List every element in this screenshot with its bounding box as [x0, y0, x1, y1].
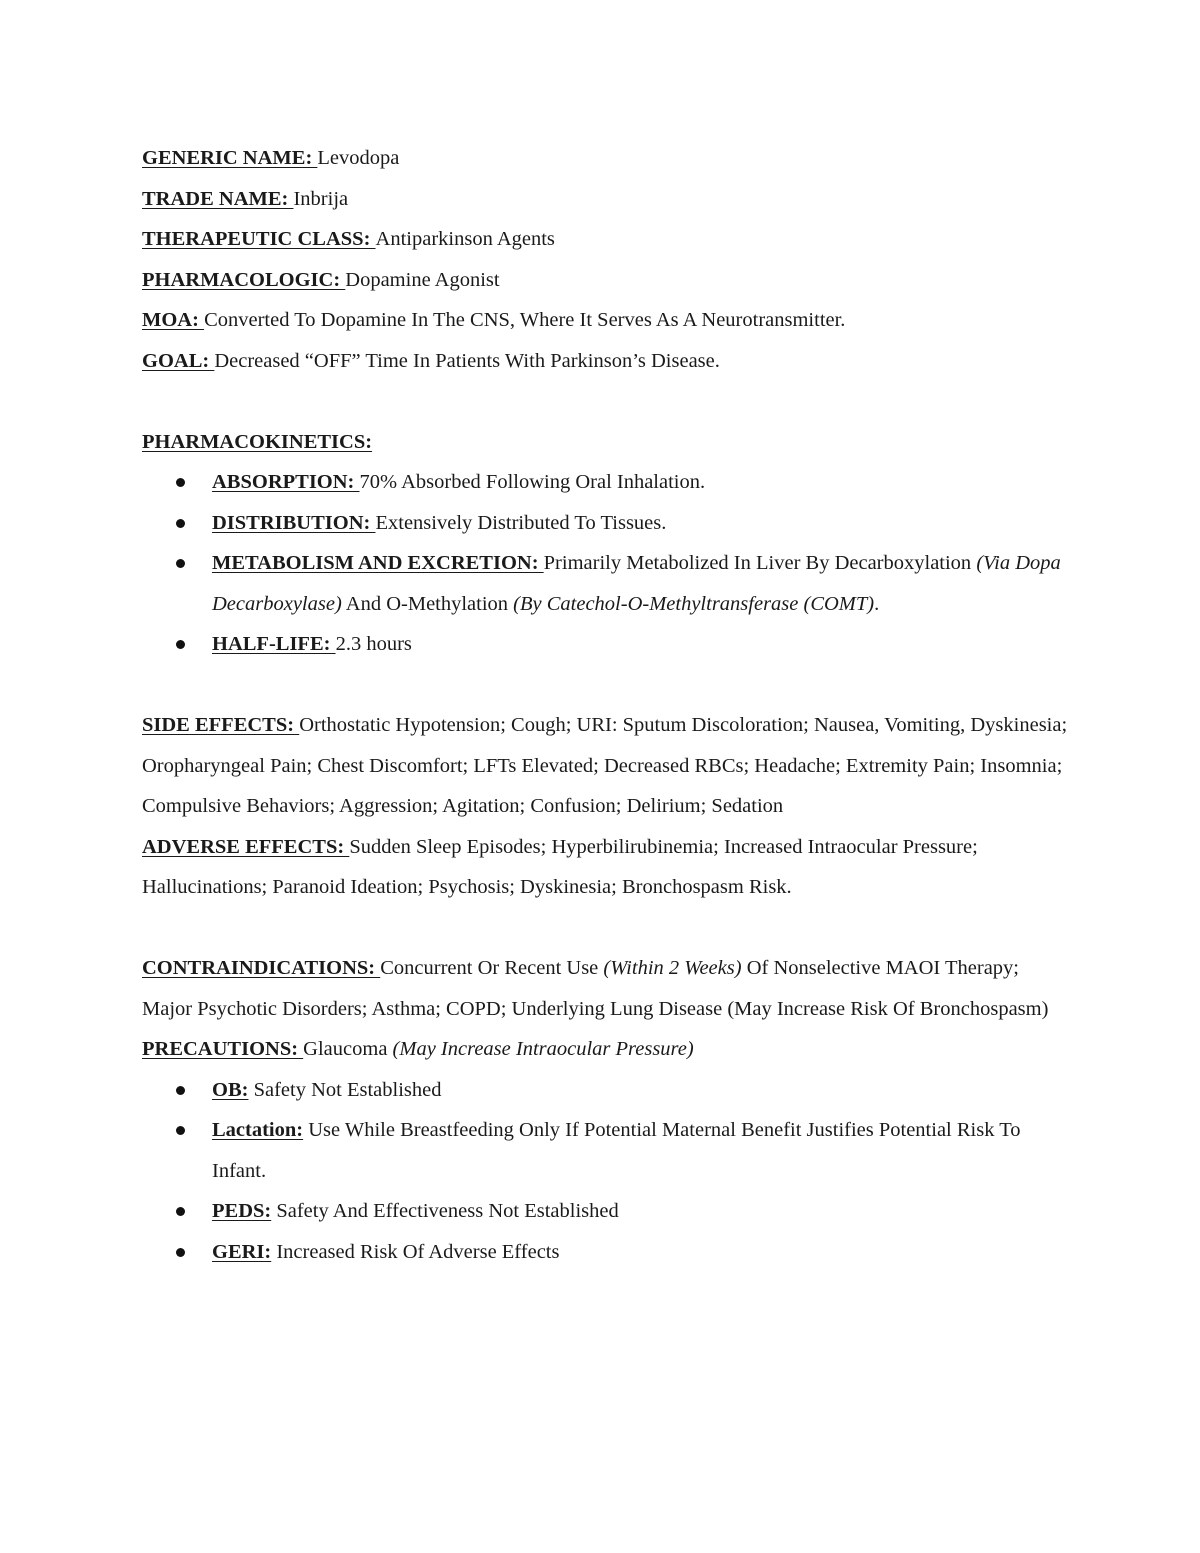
- adverse-effects-paragraph: [142, 827, 1072, 908]
- pharmacokinetics-heading: [142, 422, 1072, 463]
- metabolism-end: .: [874, 592, 880, 615]
- moa-line: [142, 300, 1072, 341]
- generic-name-label: GENERIC NAME:: [142, 147, 318, 169]
- bullet-icon: [176, 1086, 185, 1095]
- precautions-label: PRECAUTIONS:: [142, 1038, 304, 1060]
- list-item-lactation: [212, 1110, 1072, 1191]
- side-effects-value: Orthostatic Hypotension; Cough; URI: Sputum Discoloration; Nausea, Vomiting, Dyskinesia; Oropharyngeal Pain; Chest Discomfort; LFTs Elevated; Decreased RBCs; Headache; Extremity Pain; Insomnia; Compulsive Behaviors; Aggression; Agitation; Confusion; Delirium; Sedation: [142, 714, 1068, 817]
- metabolism-italic-2: (By Catechol-O-Methyltransferase (COMT): [513, 592, 875, 615]
- document-page: [142, 138, 1072, 1272]
- ob-label: OB:: [212, 1078, 249, 1101]
- lactation-value: Use While Breastfeeding Only If Potential Maternal Benefit Justifies Potential Risk To Infant.: [212, 1119, 1021, 1182]
- absorption-label: ABSORPTION:: [212, 471, 360, 493]
- trade-name-label: TRADE NAME:: [142, 187, 294, 210]
- adverse-effects-value: Sudden Sleep Episodes; Hyperbilirubinemia; Increased Intraocular Pressure; Hallucinations; Paranoid Ideation; Psychosis; Dyskinesia; Bronchospasm Risk.: [142, 835, 978, 898]
- side-effects-paragraph: [142, 705, 1072, 827]
- list-item-peds: [212, 1191, 1072, 1232]
- distribution-label: DISTRIBUTION:: [212, 511, 376, 534]
- pharmacologic-value: Dopamine Agonist: [345, 268, 500, 291]
- moa-label: MOA:: [142, 309, 205, 331]
- contraindications-label: CONTRAINDICATIONS:: [142, 957, 381, 979]
- precautions-italic: (May Increase Intraocular Pressure): [392, 1038, 694, 1060]
- bullet-icon: [176, 559, 185, 568]
- pharmacologic-label: PHARMACOLOGIC:: [142, 268, 346, 291]
- moa-value: Converted To Dopamine In The CNS, Where It Serves As A Neurotransmitter.: [204, 309, 846, 331]
- list-item-metabolism: [212, 543, 1072, 624]
- bullet-icon: [176, 1248, 185, 1257]
- bullet-icon: [176, 519, 185, 528]
- lactation-label: Lactation:: [212, 1119, 304, 1141]
- metabolism-value-2: And O-Methylation: [341, 592, 514, 615]
- goal-label: GOAL:: [142, 349, 215, 372]
- peds-value: Safety And Effectiveness Not Established: [271, 1200, 619, 1222]
- ob-value: Safety Not Established: [248, 1078, 442, 1101]
- half-life-value: 2.3 hours: [335, 633, 412, 655]
- metabolism-italic-1: (Via Dopa Decarboxylase): [212, 552, 1061, 615]
- contraindications-value-1: Concurrent Or Recent Use: [380, 957, 604, 979]
- precautions-list: [142, 1070, 1072, 1273]
- side-effects-label: SIDE EFFECTS:: [142, 714, 300, 736]
- therapeutic-class-label: THERAPEUTIC CLASS:: [142, 228, 376, 250]
- list-item-distribution: [212, 503, 1072, 544]
- contraindications-paragraph: [142, 948, 1072, 1029]
- geri-label: GERI:: [212, 1240, 272, 1263]
- trade-name-value: Inbrija: [293, 187, 349, 210]
- list-item-half-life: [212, 624, 1072, 665]
- absorption-value: 70% Absorbed Following Oral Inhalation.: [359, 471, 706, 493]
- distribution-value: Extensively Distributed To Tissues.: [375, 511, 667, 534]
- trade-name-line: [142, 179, 1072, 220]
- spacer: [142, 665, 1072, 706]
- list-item-geri: [212, 1232, 1072, 1273]
- therapeutic-class-line: [142, 219, 1072, 260]
- pharmacokinetics-list: [142, 462, 1072, 665]
- bullet-icon: [176, 1126, 185, 1135]
- list-item-ob: [212, 1070, 1072, 1111]
- bullet-icon: [176, 640, 185, 649]
- pharmacokinetics-label: PHARMACOKINETICS:: [142, 430, 373, 453]
- generic-name-line: [142, 138, 1072, 179]
- goal-line: [142, 341, 1072, 382]
- therapeutic-class-value: Antiparkinson Agents: [375, 228, 555, 250]
- adverse-effects-label: ADVERSE EFFECTS:: [142, 835, 350, 858]
- bullet-icon: [176, 1207, 185, 1216]
- metabolism-label: METABOLISM AND EXCRETION:: [212, 552, 544, 574]
- metabolism-value-1: Primarily Metabolized In Liver By Decarboxylation: [543, 552, 977, 574]
- geri-value: Increased Risk Of Adverse Effects: [271, 1240, 560, 1263]
- half-life-label: HALF-LIFE:: [212, 633, 336, 655]
- list-item-absorption: [212, 462, 1072, 503]
- bullet-icon: [176, 478, 185, 487]
- spacer: [142, 908, 1072, 949]
- goal-value: Decreased “OFF” Time In Patients With Parkinson’s Disease.: [214, 349, 720, 372]
- contraindications-italic: (Within 2 Weeks): [603, 957, 742, 979]
- contraindications-value-2: Of Nonselective MAOI Therapy; Major Psychotic Disorders; Asthma; COPD; Underlying Lung Disease (May Increase Risk Of Bronchospasm): [142, 957, 1049, 1020]
- spacer: [142, 381, 1072, 422]
- precautions-line: [142, 1029, 1072, 1070]
- generic-name-value: Levodopa: [317, 147, 400, 169]
- precautions-value: Glaucoma: [303, 1038, 393, 1060]
- pharmacologic-line: [142, 260, 1072, 301]
- peds-label: PEDS:: [212, 1200, 272, 1222]
